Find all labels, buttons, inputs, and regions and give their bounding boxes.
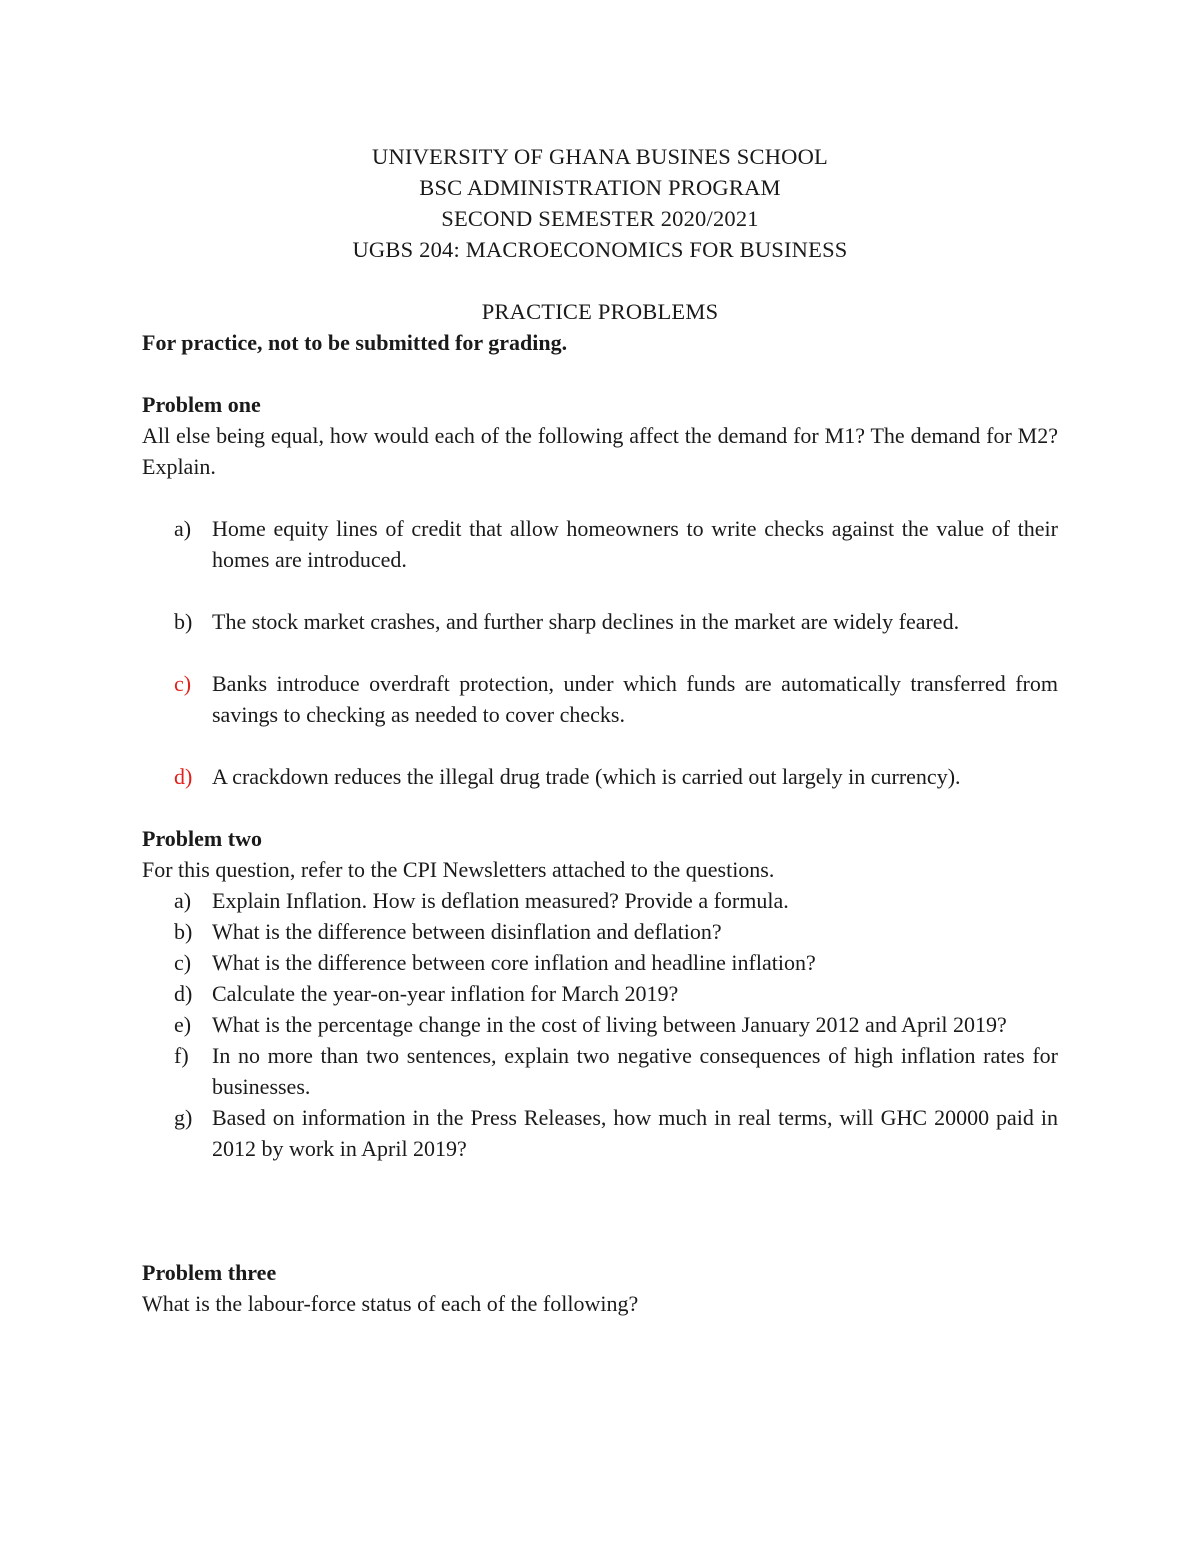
university-name: UNIVERSITY OF GHANA BUSINES SCHOOL [372, 144, 828, 169]
section-title: PRACTICE PROBLEMS [481, 299, 719, 324]
problem-three-intro: What is the labour-force status of each of the following? [142, 1291, 639, 1316]
program-name: BSC ADMINISTRATION PROGRAM [419, 175, 781, 200]
problem-two-list [142, 885, 1058, 1164]
item-marker: c) [174, 950, 192, 975]
item-marker: f) [174, 1043, 189, 1068]
item-text: Calculate the year-on-year inflation for March 2019? [212, 981, 679, 1006]
list-item [142, 916, 1058, 947]
list-item [142, 1040, 1058, 1102]
document-header [142, 141, 1058, 358]
item-marker-highlighted: c) [174, 671, 192, 696]
item-text: What is the percentage change in the cost of living between January 2012 and April 2019? [212, 1012, 1007, 1037]
practice-note: For practice, not to be submitted for grading. [142, 330, 568, 355]
list-item [142, 978, 1058, 1009]
problem-one-title: Problem one [142, 392, 261, 417]
list-item [142, 668, 1058, 730]
list-item [142, 885, 1058, 916]
problem-one-intro: All else being equal, how would each of the following affect the demand for M1? The demand for M2? Explain. [142, 423, 1058, 479]
item-marker: d) [174, 981, 193, 1006]
item-marker: e) [174, 1012, 192, 1037]
problem-two [142, 823, 1058, 1164]
item-text: Home equity lines of credit that allow homeowners to write checks against the value of their homes are introduced. [212, 516, 1058, 572]
item-marker: a) [174, 516, 192, 541]
item-marker: b) [174, 609, 193, 634]
list-item [142, 761, 1058, 792]
item-marker-highlighted: d) [174, 764, 193, 789]
item-marker: g) [174, 1105, 193, 1130]
item-marker: b) [174, 919, 193, 944]
document-page [142, 141, 1058, 1319]
item-text: A crackdown reduces the illegal drug trade (which is carried out largely in currency). [212, 764, 961, 789]
item-marker: a) [174, 888, 192, 913]
item-text: Banks introduce overdraft protection, under which funds are automatically transferred from savings to checking as needed to cover checks. [212, 671, 1058, 727]
list-item [142, 513, 1058, 575]
problem-three-title: Problem three [142, 1260, 277, 1285]
item-text: What is the difference between disinflation and deflation? [212, 919, 722, 944]
problem-two-title: Problem two [142, 826, 262, 851]
list-item [142, 947, 1058, 978]
problem-one-list [142, 513, 1058, 792]
problem-two-intro: For this question, refer to the CPI Newsletters attached to the questions. [142, 857, 775, 882]
item-text: Based on information in the Press Releases, how much in real terms, will GHC 20000 paid in 2012 by work in April 2019? [212, 1105, 1058, 1161]
item-text: What is the difference between core inflation and headline inflation? [212, 950, 816, 975]
item-text: In no more than two sentences, explain two negative consequences of high inflation rates for businesses. [212, 1043, 1058, 1099]
item-text: The stock market crashes, and further sharp declines in the market are widely feared. [212, 609, 960, 634]
list-item [142, 1009, 1058, 1040]
problem-three [142, 1257, 1058, 1319]
item-text: Explain Inflation. How is deflation measured? Provide a formula. [212, 888, 789, 913]
list-item [142, 1102, 1058, 1164]
list-item [142, 606, 1058, 637]
course-title: UGBS 204: MACROECONOMICS FOR BUSINESS [352, 237, 848, 262]
semester: SECOND SEMESTER 2020/2021 [441, 206, 759, 231]
problem-one [142, 389, 1058, 792]
